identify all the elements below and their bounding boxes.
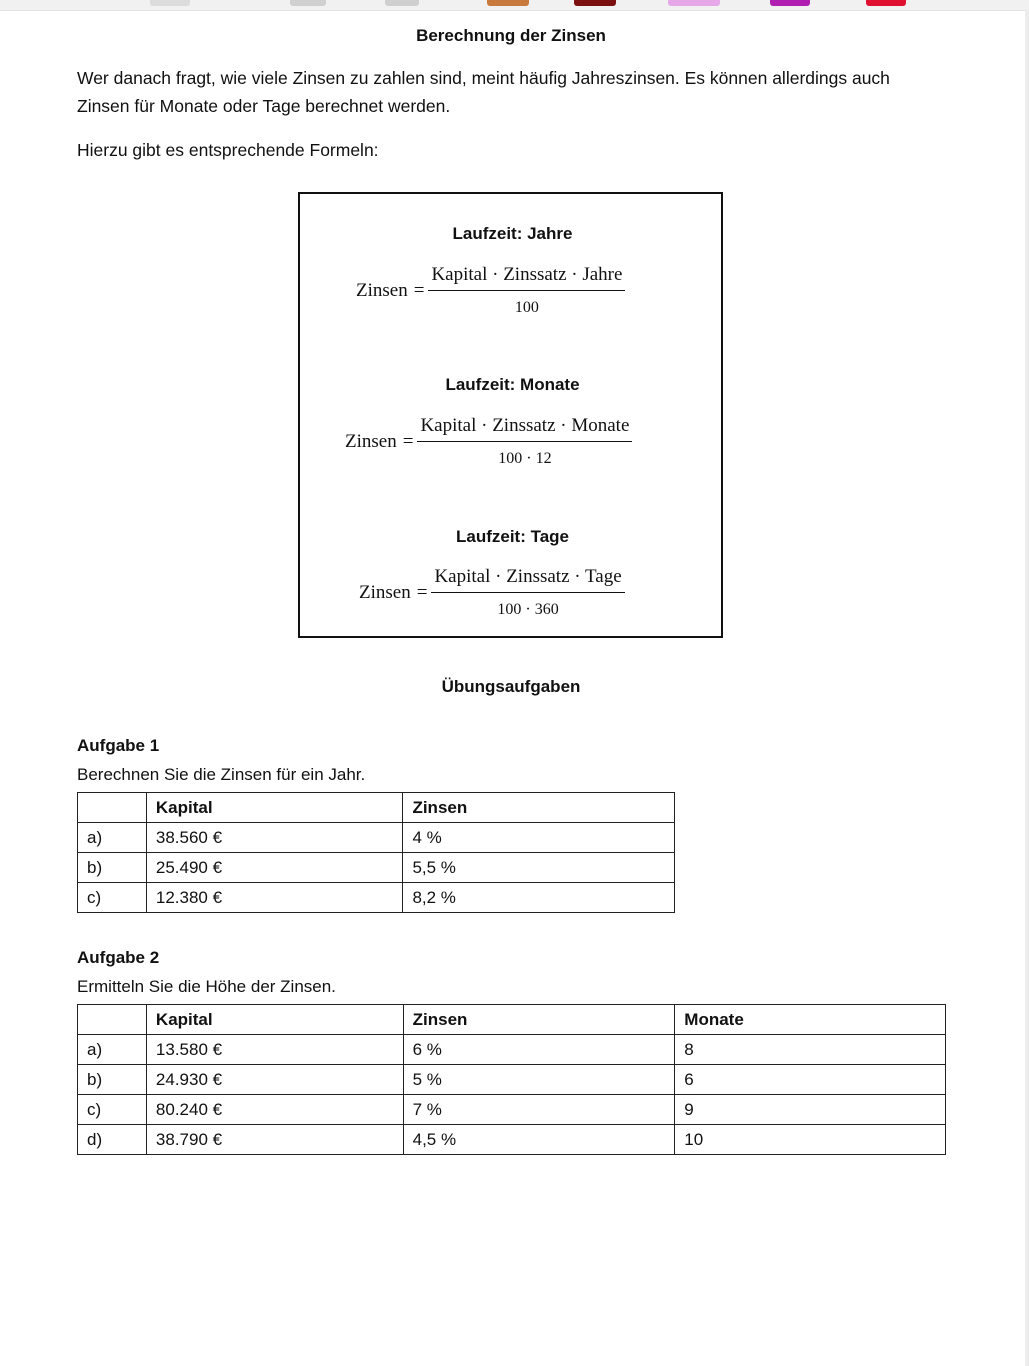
header-cell: Zinsen xyxy=(403,1005,675,1035)
table-row xyxy=(78,1095,946,1125)
formula-numerator: Kapital · Zinssatz · Tage xyxy=(431,566,624,593)
exercises-title: Übungsaufgaben xyxy=(441,677,581,696)
table-cell: 6 xyxy=(675,1065,946,1095)
formula-denominator: 100 · 12 xyxy=(498,450,552,467)
formula-years xyxy=(356,264,625,317)
formula-lhs: Zinsen xyxy=(345,430,397,452)
table-cell: 38.790 € xyxy=(146,1125,403,1155)
header-cell xyxy=(78,793,147,823)
formula-heading-years: Laufzeit: Jahre xyxy=(452,224,573,243)
table-row xyxy=(78,1125,946,1155)
table-cell: 10 xyxy=(675,1125,946,1155)
table-cell: 9 xyxy=(675,1095,946,1125)
header-cell xyxy=(78,1005,147,1035)
formula-denominator: 100 · 360 xyxy=(497,601,559,618)
formula-days xyxy=(359,566,625,619)
table-row xyxy=(78,853,675,883)
task2-title: Aufgabe 2 xyxy=(77,948,160,967)
fraction xyxy=(417,415,632,468)
row-label: d) xyxy=(78,1125,147,1155)
formula-heading-months: Laufzeit: Monate xyxy=(445,375,580,394)
task1-title: Aufgabe 1 xyxy=(77,736,160,755)
formula-lhs: Zinsen xyxy=(356,279,408,301)
formula-box xyxy=(298,192,723,638)
formula-months xyxy=(345,415,632,468)
top-color-strip xyxy=(0,0,1029,11)
table-cell: 7 % xyxy=(403,1095,675,1125)
table-header-row xyxy=(78,1005,946,1035)
row-label: a) xyxy=(78,823,147,853)
table-cell: 5,5 % xyxy=(403,853,675,883)
intro-paragraph: Wer danach fragt, wie viele Zinsen zu zahlen sind, meint häufig Jahreszinsen. Es können allerdings auch Zinsen für Monate oder Tage berechnet werden. xyxy=(77,68,890,116)
table-cell: 4,5 % xyxy=(403,1125,675,1155)
table-cell: 25.490 € xyxy=(146,853,403,883)
table-row xyxy=(78,883,675,913)
header-cell: Monate xyxy=(675,1005,946,1035)
header-cell: Kapital xyxy=(146,793,403,823)
table-header-row xyxy=(78,793,675,823)
document-title: Berechnung der Zinsen xyxy=(416,26,606,45)
formulas-intro: Hierzu gibt es entsprechende Formeln: xyxy=(77,140,379,160)
table-cell: 38.560 € xyxy=(146,823,403,853)
fraction xyxy=(431,566,624,619)
table-cell: 80.240 € xyxy=(146,1095,403,1125)
task2-table xyxy=(77,1004,946,1155)
table-cell: 6 % xyxy=(403,1035,675,1065)
row-label: c) xyxy=(78,883,147,913)
row-label: b) xyxy=(78,1065,147,1095)
header-cell: Kapital xyxy=(146,1005,403,1035)
table-cell: 24.930 € xyxy=(146,1065,403,1095)
table-row xyxy=(78,823,675,853)
row-label: c) xyxy=(78,1095,147,1125)
equals-sign: = xyxy=(402,430,414,452)
equals-sign: = xyxy=(416,581,428,603)
task2-instruction: Ermitteln Sie die Höhe der Zinsen. xyxy=(77,977,336,996)
table-cell: 8,2 % xyxy=(403,883,675,913)
fraction xyxy=(428,264,625,317)
row-label: b) xyxy=(78,853,147,883)
table-cell: 8 xyxy=(675,1035,946,1065)
formula-numerator: Kapital · Zinssatz · Jahre xyxy=(428,264,625,291)
row-label: a) xyxy=(78,1035,147,1065)
page-edge xyxy=(1025,10,1029,1366)
table-row xyxy=(78,1035,946,1065)
formula-denominator: 100 xyxy=(514,299,539,316)
table-row xyxy=(78,1065,946,1095)
table-cell: 5 % xyxy=(403,1065,675,1095)
table-cell: 12.380 € xyxy=(146,883,403,913)
table-cell: 13.580 € xyxy=(146,1035,403,1065)
formula-heading-days: Laufzeit: Tage xyxy=(455,527,570,546)
task1-instruction: Berechnen Sie die Zinsen für ein Jahr. xyxy=(77,765,366,784)
table-cell: 4 % xyxy=(403,823,675,853)
formula-lhs: Zinsen xyxy=(359,581,411,603)
equals-sign: = xyxy=(413,279,425,301)
formula-numerator: Kapital · Zinssatz · Monate xyxy=(417,415,632,442)
header-cell: Zinsen xyxy=(403,793,675,823)
task1-table xyxy=(77,792,675,913)
